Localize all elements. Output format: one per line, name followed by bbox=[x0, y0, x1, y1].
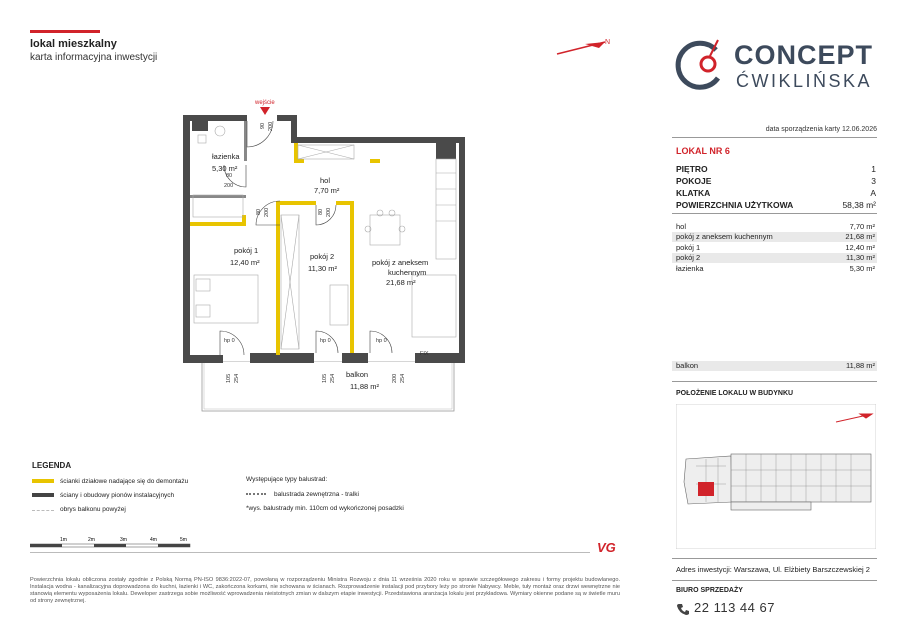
room-label-hall: hol bbox=[320, 176, 331, 185]
dim-label: 254 bbox=[234, 373, 240, 383]
divider bbox=[672, 137, 877, 138]
room-area-room2: 11,30 m² bbox=[308, 264, 338, 273]
brand-mark: VG bbox=[597, 540, 616, 555]
room-label-balcony: balkon bbox=[346, 370, 369, 379]
dim-label: 200 bbox=[264, 207, 270, 217]
logo-text-street: ĆWIKLIŃSKA bbox=[736, 71, 873, 91]
room-label-room2: pokój 2 bbox=[310, 252, 335, 261]
key-plan-north-arrow-icon bbox=[836, 414, 872, 422]
room-row: łazienka 5,30 m² bbox=[676, 264, 875, 273]
dim-label: 254 bbox=[400, 373, 406, 383]
room-label-bathroom: łazienka bbox=[212, 152, 240, 161]
balustrade-note: *wys. balustrady min. 110cm od wykończonej posadzki bbox=[246, 505, 404, 512]
room-label-living-2: kuchennym bbox=[388, 268, 427, 277]
dim-label: hp 0 bbox=[224, 338, 235, 344]
document-subtitle: karta informacyjna inwestycji bbox=[30, 52, 158, 63]
logo-text-concept: CONCEPT bbox=[734, 40, 874, 70]
divider bbox=[672, 580, 877, 581]
room-area-bathroom: 5,30 m² bbox=[212, 164, 238, 173]
dim-label: 80 bbox=[256, 208, 262, 215]
entrance-label: wejście bbox=[255, 100, 275, 106]
document-title: lokal mieszkalny bbox=[30, 38, 117, 50]
room-area-balcony: 11,88 m² bbox=[350, 382, 380, 391]
dim-label: 105 bbox=[226, 373, 232, 383]
phone-icon bbox=[676, 602, 690, 616]
scale-label: 2m bbox=[88, 537, 95, 543]
north-label: N bbox=[605, 39, 611, 46]
entrance-arrow-icon bbox=[260, 107, 270, 115]
scale-bar bbox=[30, 534, 200, 552]
dim-label: 200 bbox=[326, 207, 332, 217]
dim-label: 90 bbox=[260, 122, 266, 129]
floor-plan bbox=[180, 95, 470, 415]
divider bbox=[672, 213, 877, 214]
room-area-room1: 12,40 m² bbox=[230, 258, 260, 267]
divider bbox=[672, 558, 877, 559]
balustrades-title: Występujące typy balustrad: bbox=[246, 476, 328, 483]
footer-disclaimer: Powierzchnia lokalu obliczona zostały zgodnie z Polską Normą PN-ISO 9836:2022-07, powołaną w rozporządzeniu Ministra Rozwoju z dnia 11 września 2020 roku w sprawie szczegółowego zakresu i formy projektu budowlanego. Instalacja wodna - kanalizacyjna doprowadzona do kuchni, łazienki i WC, zakończona korkami, nie schowana w ścianach. Rozprowadzenie instalacji pod przybory leży po stronie Nabywcy. Meble, tuły montaż oraz drzwi wewnętrzne nie stanowią elementu wyposażenia lokalu. Deweloper zastrzega sobie możliwość wprowadzenia nieistotnych zmian w dalszym etapie inwestycji. Przedstawiona aranżacja lokalu jest przykładowa. Wymiary okienne podane są w świetle muru od strony zewnętrznej. bbox=[30, 577, 620, 604]
balcony-row: balkon 11,88 m² bbox=[672, 361, 877, 371]
card-date: data sporządzenia karty 12.06.2026 bbox=[765, 126, 877, 133]
room-row: pokój 2 11,30 m² bbox=[672, 253, 877, 263]
dim-label: 80 bbox=[226, 173, 233, 179]
field-staircase: KLATKA A bbox=[676, 188, 876, 198]
legend-item: obrys balkonu powyżej bbox=[32, 505, 126, 515]
footer-divider bbox=[30, 552, 590, 553]
dim-label: 200 bbox=[268, 121, 274, 131]
investment-address: Adres inwestycji: Warszawa, Ul. Elżbiety Barszczewskiej 2 bbox=[676, 565, 870, 574]
fix-label: FIX bbox=[420, 351, 429, 357]
sales-office-title: BIURO SPRZEDAŻY bbox=[676, 587, 743, 594]
concept-logo-icon bbox=[672, 36, 728, 92]
unit-location-marker bbox=[698, 482, 714, 496]
dim-label: 105 bbox=[322, 373, 328, 383]
legend-swatch bbox=[32, 508, 54, 511]
sales-phone[interactable]: 22 113 44 67 bbox=[694, 600, 775, 615]
brand-logo bbox=[672, 34, 882, 94]
dim-label: 254 bbox=[330, 373, 336, 383]
building-key-plan bbox=[676, 404, 876, 549]
balustrade-item: balustrada zewnętrzna - tralki bbox=[246, 491, 359, 498]
dim-label: hp 0 bbox=[376, 338, 387, 344]
scale-label: 1m bbox=[60, 537, 67, 543]
balustrade-swatch bbox=[246, 493, 266, 495]
room-area-hall: 7,70 m² bbox=[314, 186, 340, 195]
room-row: pokój 1 12,40 m² bbox=[676, 243, 875, 252]
legend-swatch bbox=[32, 479, 54, 483]
balcony-outline bbox=[202, 361, 454, 411]
divider bbox=[672, 381, 877, 382]
field-rooms: POKOJE 3 bbox=[676, 176, 876, 186]
legend-swatch bbox=[32, 493, 54, 497]
room-area-living: 21,68 m² bbox=[386, 278, 416, 287]
balcony-railing bbox=[204, 363, 452, 409]
dim-label: hp 0 bbox=[320, 338, 331, 344]
scale-label: 5m bbox=[180, 537, 187, 543]
room-row: pokój z aneksem kuchennym 21,68 m² bbox=[672, 232, 877, 242]
legend-item: ściany i obudowy pionów instalacyjnych bbox=[32, 491, 174, 501]
scale-label: 3m bbox=[120, 537, 127, 543]
field-floor: PIĘTRO 1 bbox=[676, 164, 876, 174]
north-arrow-icon bbox=[555, 36, 615, 58]
room-label-room1: pokój 1 bbox=[234, 246, 259, 255]
dim-label: 200 bbox=[224, 183, 234, 189]
field-usable-area: POWIERZCHNIA UŻYTKOWA 58,38 m² bbox=[676, 200, 876, 210]
scale-label: 4m bbox=[150, 537, 157, 543]
header-accent-bar bbox=[30, 30, 100, 33]
room-label-living: pokój z aneksem bbox=[372, 258, 429, 267]
legend-title: LEGENDA bbox=[32, 461, 72, 470]
dim-label: 80 bbox=[318, 208, 324, 215]
dim-label: 200 bbox=[392, 373, 398, 383]
legend-item: ścianki działowe nadające się do demontażu bbox=[32, 477, 188, 487]
building-position-title: POŁOŻENIE LOKALU W BUDYNKU bbox=[676, 390, 794, 397]
room-row: hol 7,70 m² bbox=[676, 222, 875, 231]
unit-title: LOKAL NR 6 bbox=[676, 146, 730, 156]
